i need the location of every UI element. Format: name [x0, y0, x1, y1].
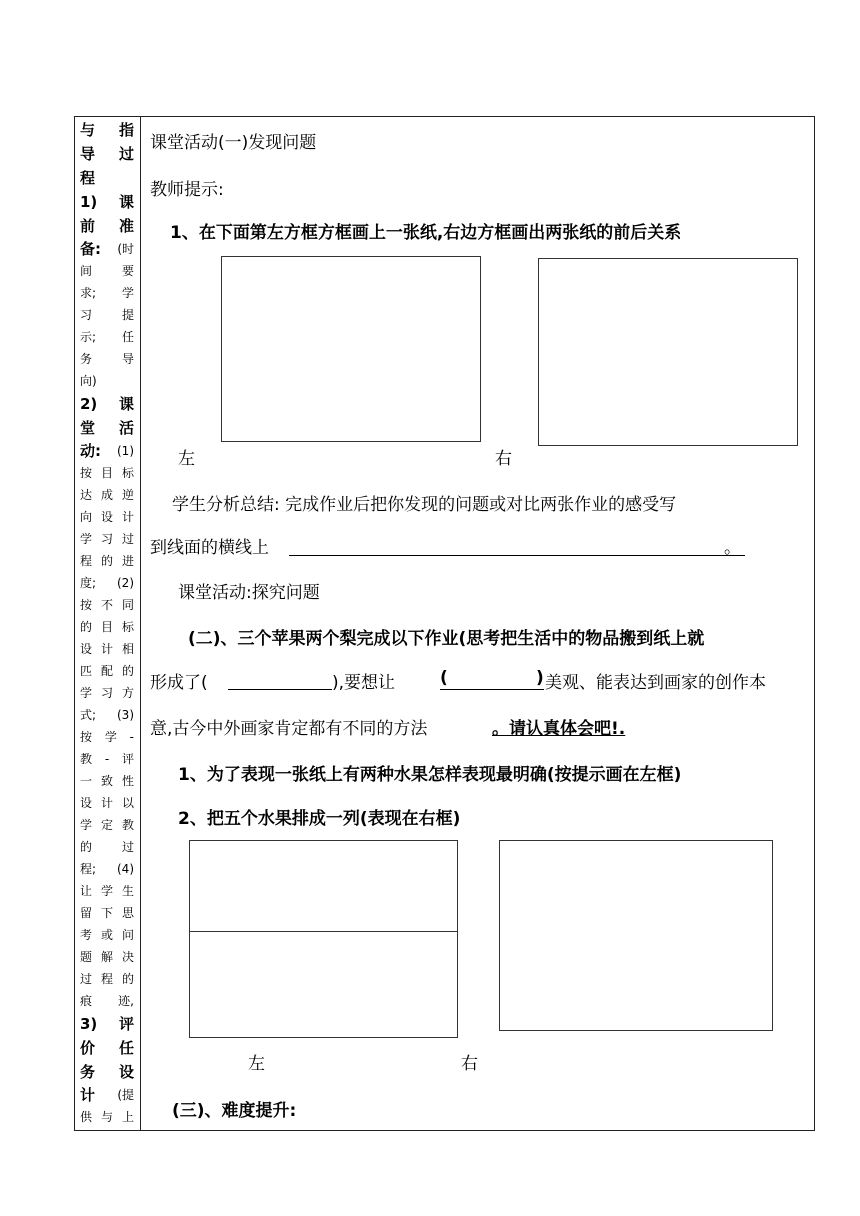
sidebar-char: 学	[100, 884, 113, 898]
sidebar-char: 的	[121, 664, 134, 678]
sidebar-char: 设	[80, 642, 93, 656]
summary-end: 。	[724, 538, 741, 558]
sidebar-line	[80, 946, 134, 968]
sidebar-line	[80, 142, 134, 166]
sidebar-char: 决	[121, 950, 134, 964]
sidebar-char: 评	[118, 1015, 134, 1033]
sidebar-line	[80, 1106, 134, 1128]
drawing-box-right-2[interactable]	[499, 840, 773, 1031]
sidebar-column	[80, 118, 134, 1128]
sidebar-line	[80, 506, 134, 528]
part2-line-2a: 形成了(	[150, 673, 208, 693]
sidebar-line	[80, 304, 134, 326]
sidebar-char: 程	[100, 972, 113, 986]
sidebar-line	[80, 924, 134, 946]
sidebar-char: 计	[100, 642, 113, 656]
sidebar-line	[80, 836, 134, 858]
sidebar-char: -	[129, 730, 134, 744]
sidebar-line	[80, 392, 134, 416]
activity1-title: 课堂活动(一)发现问题	[150, 133, 317, 153]
summary-line-2: 到线面的横线上	[150, 538, 269, 558]
drawing-box-right-1[interactable]	[538, 258, 798, 446]
sidebar-char: 教	[121, 818, 134, 832]
sidebar-char: 致	[100, 774, 113, 788]
sidebar-line	[80, 858, 134, 880]
sidebar-char: 习	[100, 686, 113, 700]
teacher-hint: 教师提示:	[150, 180, 224, 200]
sidebar-char: 按	[80, 598, 93, 612]
sidebar-char: 迹,	[118, 994, 134, 1008]
sidebar-line	[80, 1012, 134, 1036]
sidebar-char: 过	[118, 145, 134, 163]
sidebar-char: 让	[80, 884, 93, 898]
sidebar-char: 性	[121, 774, 134, 788]
sidebar-char: 前	[80, 217, 96, 235]
sidebar-line	[80, 792, 134, 814]
sidebar-line	[80, 370, 134, 392]
blank-2-line[interactable]	[440, 689, 544, 690]
column-divider	[140, 116, 141, 1131]
sidebar-char: 的	[100, 554, 113, 568]
sidebar-line	[80, 682, 134, 704]
sidebar-char: 程;	[80, 862, 97, 876]
sidebar-line	[80, 326, 134, 348]
sidebar-line	[80, 260, 134, 282]
sidebar-char: 题	[80, 950, 93, 964]
sidebar-char: 提	[121, 308, 134, 322]
sidebar-char: 逆	[121, 488, 134, 502]
sidebar-char: 标	[121, 466, 134, 480]
sidebar-char: (3)	[117, 708, 134, 722]
sidebar-char: 计	[100, 796, 113, 810]
sidebar-char: 生	[121, 884, 134, 898]
sidebar-char: 务	[80, 1063, 96, 1081]
sidebar-line	[80, 282, 134, 304]
left-label-1: 左	[178, 449, 195, 469]
sidebar-char: 上	[121, 1110, 134, 1124]
sidebar-char: 向)	[80, 374, 97, 388]
sidebar-char: 度;	[80, 576, 97, 590]
sidebar-char: 习	[80, 308, 93, 322]
sidebar-char: 学	[121, 286, 134, 300]
sidebar-char: 达	[80, 488, 93, 502]
sidebar-char: 供	[80, 1110, 93, 1124]
sidebar-char: 课	[118, 395, 134, 413]
sidebar-line	[80, 214, 134, 238]
sidebar-char: 或	[100, 928, 113, 942]
activity2-title: 课堂活动:探究问题	[178, 583, 320, 603]
part2-line-3b: 。请认真体会吧!.	[492, 719, 626, 739]
sidebar-char: 示;	[80, 330, 97, 344]
sidebar-char: 程	[80, 169, 96, 187]
sidebar-char: 留	[80, 906, 93, 920]
sidebar-line	[80, 1036, 134, 1060]
sidebar-char: 导	[121, 352, 134, 366]
sidebar-char: 2)	[80, 395, 98, 413]
sidebar-char: 学	[80, 686, 93, 700]
sidebar-char: 过	[121, 840, 134, 854]
sidebar-line	[80, 968, 134, 990]
sidebar-char: 一	[80, 774, 93, 788]
sidebar-char: 配	[100, 664, 113, 678]
sidebar-char: 向	[80, 510, 93, 524]
sidebar-char: (提	[117, 1088, 134, 1102]
sidebar-char: 定	[100, 818, 113, 832]
sidebar-line	[80, 770, 134, 792]
sidebar-char: 痕	[80, 994, 93, 1008]
sidebar-char: 指	[118, 121, 134, 139]
sidebar-char: 按	[80, 466, 93, 480]
sidebar-char: 计	[121, 510, 134, 524]
sidebar-line	[80, 118, 134, 142]
sidebar-char: 标	[121, 620, 134, 634]
sidebar-char: 任	[121, 330, 134, 344]
sidebar-char: 成	[100, 488, 113, 502]
sidebar-char: 价	[80, 1039, 96, 1057]
sidebar-char: 计	[80, 1086, 96, 1104]
sidebar-line	[80, 484, 134, 506]
sidebar-line	[80, 348, 134, 370]
summary-line-1: 学生分析总结: 完成作业后把你发现的问题或对比两张作业的感受写	[172, 495, 677, 515]
sidebar-line	[80, 238, 134, 260]
blank-1-line[interactable]	[228, 689, 332, 690]
sidebar-char: 教	[80, 752, 93, 766]
sidebar-char: 同	[121, 598, 134, 612]
sidebar-char: (2)	[117, 576, 134, 590]
sidebar-char: 方	[121, 686, 134, 700]
sidebar-char: 要	[121, 264, 134, 278]
box-divider-line	[190, 931, 457, 932]
sidebar-char: 备:	[80, 240, 101, 258]
part2-line-2b: ),要想让	[332, 673, 396, 693]
sidebar-char: 式;	[80, 708, 97, 722]
sidebar-char: 课	[118, 193, 134, 211]
sidebar-char: 设	[80, 796, 93, 810]
part2-line-2d: )	[536, 668, 544, 688]
sidebar-char: (4)	[117, 862, 134, 876]
sidebar-line	[80, 594, 134, 616]
sidebar-line	[80, 902, 134, 924]
right-label-1: 右	[495, 449, 512, 469]
sidebar-char: 务	[80, 352, 93, 366]
drawing-box-left-1[interactable]	[221, 256, 481, 442]
section3-title: (三)、难度提升:	[172, 1101, 297, 1121]
part2-line-2c: (	[440, 668, 448, 688]
left-label-2: 左	[248, 1054, 265, 1074]
sidebar-char: 下	[100, 906, 113, 920]
sidebar-char: 相	[121, 642, 134, 656]
sidebar-char: 导	[80, 145, 96, 163]
sidebar-line	[80, 572, 134, 594]
sidebar-char: 程	[80, 554, 93, 568]
sidebar-char: 设	[118, 1063, 134, 1081]
sidebar-char: 过	[121, 532, 134, 546]
sidebar-line	[80, 660, 134, 682]
sidebar-char: 习	[100, 532, 113, 546]
sidebar-line	[80, 704, 134, 726]
sidebar-char: 间	[80, 264, 93, 278]
sidebar-line	[80, 166, 134, 190]
sidebar-line	[80, 880, 134, 902]
sidebar-char: 思	[121, 906, 134, 920]
sidebar-line	[80, 462, 134, 484]
sidebar-char: 的	[121, 972, 134, 986]
sidebar-char: (时	[117, 242, 134, 256]
sidebar-line	[80, 1060, 134, 1084]
sidebar-char: 以	[121, 796, 134, 810]
sidebar-line	[80, 440, 134, 462]
sidebar-char: 堂	[80, 419, 96, 437]
sidebar-char: 的	[80, 620, 93, 634]
part2-line-3a: 意,古今中外画家肯定都有不同的方法	[150, 719, 428, 739]
part2-line-2e: 美观、能表达到画家的创作本	[545, 673, 766, 693]
sidebar-char: 与	[80, 121, 96, 139]
sidebar-char: 问	[121, 928, 134, 942]
sidebar-char: 目	[100, 466, 113, 480]
sidebar-char: 过	[80, 972, 93, 986]
sidebar-char: 活	[118, 419, 134, 437]
sidebar-char: 与	[100, 1110, 113, 1124]
sidebar-char: 的	[80, 840, 93, 854]
sidebar-line	[80, 814, 134, 836]
drawing-box-left-2[interactable]	[189, 840, 458, 1038]
sidebar-char: 学	[104, 730, 117, 744]
sidebar-char: 不	[100, 598, 113, 612]
sidebar-char: 评	[121, 752, 134, 766]
sidebar-char: 学	[80, 532, 93, 546]
sidebar-char: 设	[100, 510, 113, 524]
sidebar-char: 解	[100, 950, 113, 964]
sidebar-char: 匹	[80, 664, 93, 678]
sidebar-line	[80, 638, 134, 660]
sidebar-line	[80, 1084, 134, 1106]
sidebar-char: 目	[100, 620, 113, 634]
sidebar-char: 任	[118, 1039, 134, 1057]
sidebar-char: 求;	[80, 286, 97, 300]
sidebar-char: 动:	[80, 442, 101, 460]
summary-answer-line[interactable]	[289, 555, 745, 556]
sidebar-char: 3)	[80, 1015, 98, 1033]
sidebar-line	[80, 528, 134, 550]
item-2: 2、把五个水果排成一列(表现在右框)	[178, 809, 461, 829]
sidebar-line	[80, 190, 134, 214]
sidebar-char: 1)	[80, 193, 98, 211]
item-1: 1、为了表现一张纸上有两种水果怎样表现最明确(按提示画在左框)	[178, 765, 682, 785]
task1-text: 1、在下面第左方框方框画上一张纸,右边方框画出两张纸的前后关系	[170, 223, 682, 243]
right-label-2: 右	[461, 1054, 478, 1074]
sidebar-line	[80, 416, 134, 440]
sidebar-line	[80, 990, 134, 1012]
sidebar-char: 按	[80, 730, 93, 744]
sidebar-line	[80, 726, 134, 748]
sidebar-line	[80, 616, 134, 638]
sidebar-line	[80, 748, 134, 770]
part2-line-1: (二)、三个苹果两个梨完成以下作业(思考把生活中的物品搬到纸上就	[188, 629, 705, 649]
sidebar-line	[80, 550, 134, 572]
sidebar-char: -	[104, 752, 110, 766]
sidebar-char: 进	[121, 554, 134, 568]
sidebar-char: 考	[80, 928, 93, 942]
sidebar-char: 学	[80, 818, 93, 832]
sidebar-char: (1)	[117, 444, 134, 458]
sidebar-char: 准	[118, 217, 134, 235]
